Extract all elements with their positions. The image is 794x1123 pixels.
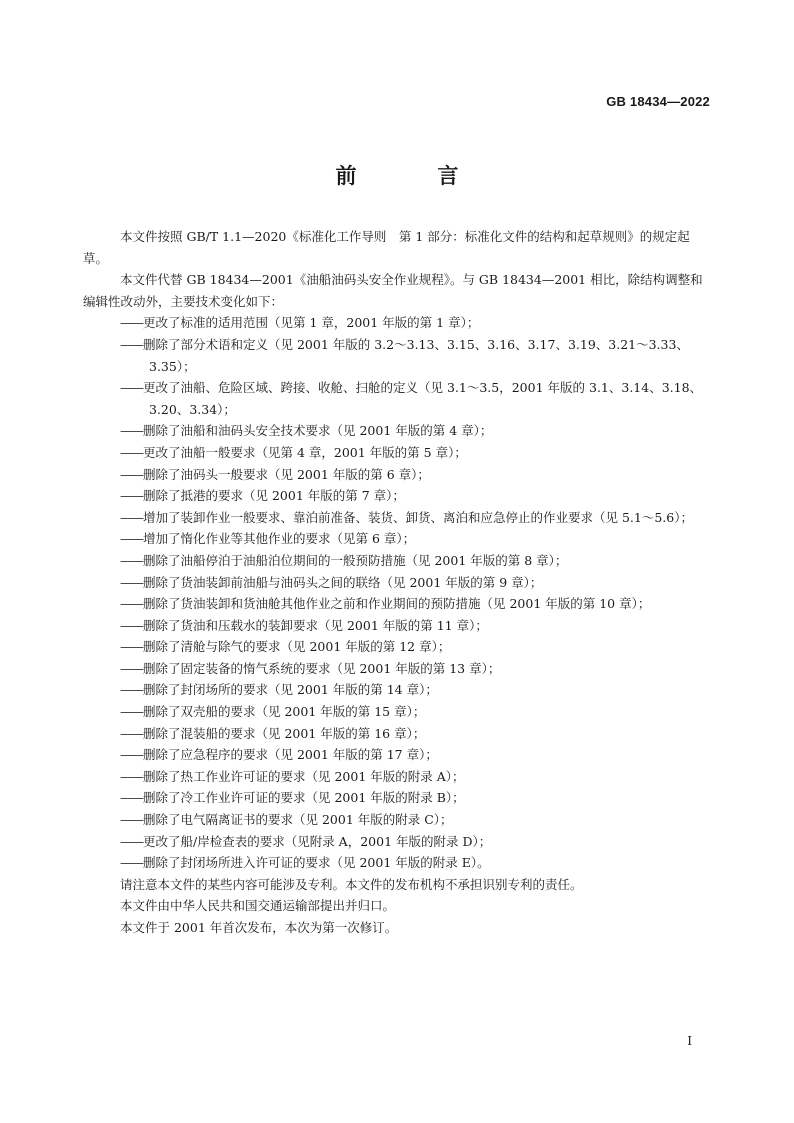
list-dash: ——: [120, 812, 143, 828]
change-item: [83, 787, 713, 809]
change-item: [83, 636, 713, 658]
change-item: [83, 744, 713, 766]
standard-code: GB 18434—2022: [606, 94, 710, 109]
change-text: 删除了封闭场所的要求（见 2001 年版的第 14 章）；: [143, 682, 438, 698]
list-dash: ——: [120, 444, 143, 460]
change-item: [83, 572, 713, 594]
change-text: 增加了惰化作业等其他作业的要求（见第 6 章）；: [143, 531, 416, 547]
change-item: [83, 809, 713, 831]
paragraph-patent: 请注意本文件的某些内容可能涉及专利。本文件的发布机构不承担识别专利的责任。: [120, 876, 583, 892]
change-item: [83, 377, 713, 420]
change-text: 删除了清舱与除气的要求（见 2001 年版的第 12 章）；: [143, 639, 451, 655]
list-dash: ——: [120, 639, 143, 655]
change-text: 删除了货油装卸前油船与油码头之间的联络（见 2001 年版的第 9 章）；: [143, 574, 543, 590]
page-number: I: [687, 1034, 692, 1048]
list-dash: ——: [120, 423, 143, 439]
list-dash: ——: [120, 725, 143, 741]
change-item: [83, 723, 713, 745]
list-dash: ——: [120, 704, 143, 720]
list-dash: ——: [120, 466, 143, 482]
change-item: [83, 852, 713, 874]
change-item: [83, 550, 713, 572]
paragraph-basis: 本文件按照 GB/T 1.1—2020《标准化工作导则 第 1 部分：标准化文件的结构和起草规则》的规定起草。: [83, 229, 690, 266]
change-text: 删除了部分术语和定义（见 2001 年版的 3.2～3.13、3.15、3.16、3.17、3.19、3.21～3.33、3.35）；: [143, 336, 689, 374]
change-text: 更改了标准的适用范围（见第 1 章，2001 年版的第 1 章）；: [143, 315, 480, 331]
change-text: 删除了混装船的要求（见 2001 年版的第 16 章）；: [143, 725, 426, 741]
change-item: [83, 507, 713, 529]
change-text: 删除了电气隔离证书的要求（见 2001 年版的附录 C）；: [143, 812, 453, 828]
list-dash: ——: [120, 596, 143, 612]
change-text: 删除了油船和油码头安全技术要求（见 2001 年版的第 4 章）；: [143, 423, 493, 439]
change-text: 删除了货油和压载水的装卸要求（见 2001 年版的第 11 章）；: [143, 617, 488, 633]
change-item: [83, 831, 713, 853]
change-text: 更改了油船、危险区域、跨接、收舱、扫舱的定义（见 3.1～3.5，2001 年版的 3.1、3.14、3.18、3.20、3.34）；: [143, 380, 703, 417]
change-item: [83, 679, 713, 701]
change-item: [83, 658, 713, 680]
list-dash: ——: [120, 552, 143, 568]
change-text: 更改了船/岸检查表的要求（见附录 A，2001 年版的附录 D）；: [143, 833, 492, 849]
change-item: [83, 528, 713, 550]
change-item: [83, 334, 713, 377]
change-text: 删除了双壳船的要求（见 2001 年版的第 15 章）；: [143, 704, 426, 720]
change-text: 删除了油船停泊于油船泊位期间的一般预防措施（见 2001 年版的第 8 章）；: [143, 552, 568, 568]
change-item: [83, 766, 713, 788]
list-dash: ——: [120, 682, 143, 698]
change-text: 删除了热工作业许可证的要求（见 2001 年版的附录 A）；: [143, 768, 465, 784]
change-item: [83, 701, 713, 723]
change-text: 删除了冷工作业许可证的要求（见 2001 年版的附录 B）；: [143, 790, 465, 806]
list-dash: ——: [120, 790, 143, 806]
list-dash: ——: [120, 617, 143, 633]
list-dash: ——: [120, 855, 143, 871]
change-item: [83, 485, 713, 507]
list-dash: ——: [120, 768, 143, 784]
change-text: 删除了货油装卸和货油舱其他作业之前和作业期间的预防措施（见 2001 年版的第 10 章）；: [143, 596, 651, 612]
change-text: 更改了油船一般要求（见第 4 章，2001 年版的第 5 章）；: [143, 444, 467, 460]
change-item: [83, 312, 713, 334]
change-item: [83, 442, 713, 464]
paragraph-proposer: 本文件由中华人民共和国交通运输部提出并归口。: [120, 898, 396, 914]
list-dash: ——: [120, 531, 143, 547]
change-item: [83, 593, 713, 615]
paragraph-replacement: 本文件代替 GB 18434—2001《油船油码头安全作业规程》。与 GB 18434—2001 相比，除结构调整和编辑性改动外，主要技术变化如下：: [83, 272, 703, 309]
list-dash: ——: [120, 833, 143, 849]
changes-list: [83, 312, 713, 873]
list-dash: ——: [120, 509, 143, 525]
list-dash: ——: [120, 315, 143, 331]
list-dash: ——: [120, 336, 143, 352]
list-dash: ——: [120, 380, 143, 396]
change-text: 增加了装卸作业一般要求、靠泊前准备、装货、卸货、离泊和应急停止的作业要求（见 5.1～5.6）；: [143, 509, 693, 525]
list-dash: ——: [120, 660, 143, 676]
change-text: 删除了固定装备的惰气系统的要求（见 2001 年版的第 13 章）；: [143, 660, 501, 676]
change-item: [83, 615, 713, 637]
paragraph-history: 本文件于 2001 年首次发布，本次为第一次修订。: [120, 920, 398, 935]
change-item: [83, 420, 713, 442]
list-dash: ——: [120, 574, 143, 590]
page-title: 前 言: [335, 164, 489, 188]
list-dash: ——: [120, 488, 143, 504]
preface-body: [83, 226, 713, 939]
list-dash: ——: [120, 747, 143, 763]
change-text: 删除了封闭场所进入许可证的要求（见 2001 年版的附录 E）。: [143, 855, 490, 871]
change-text: 删除了抵港的要求（见 2001 年版的第 7 章）；: [143, 488, 405, 504]
change-item: [83, 464, 713, 486]
change-text: 删除了油码头一般要求（见 2001 年版的第 6 章）；: [143, 466, 430, 482]
change-text: 删除了应急程序的要求（见 2001 年版的第 17 章）；: [143, 747, 438, 763]
